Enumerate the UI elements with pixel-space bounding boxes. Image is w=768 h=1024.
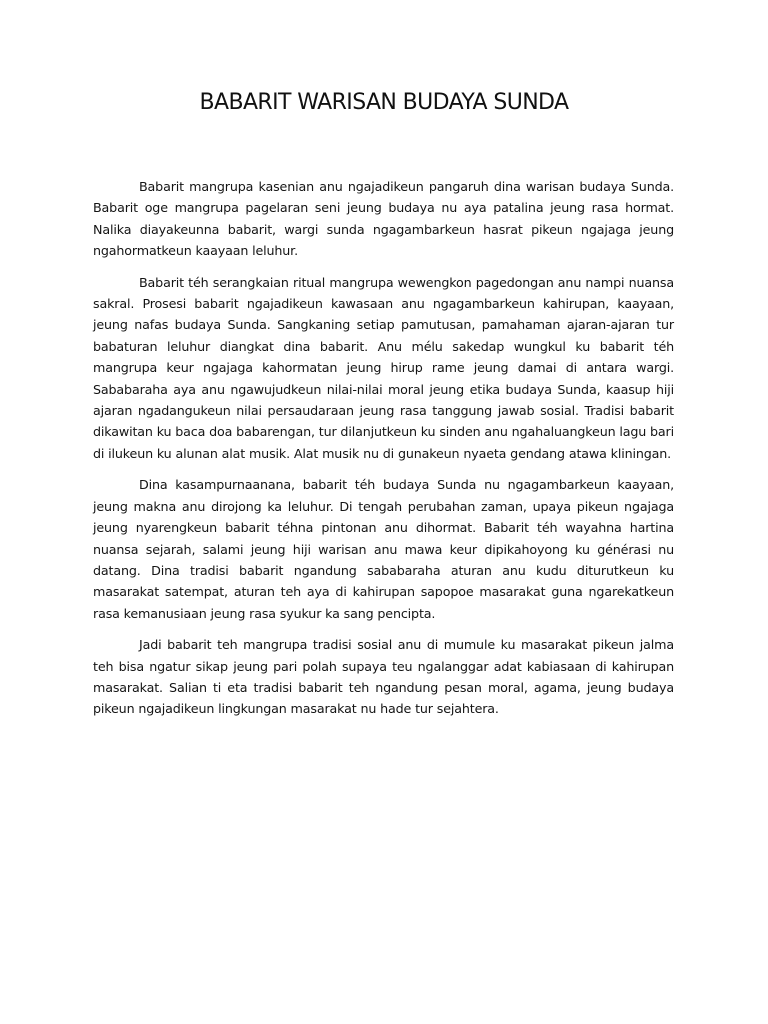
paragraph-1: Babarit mangrupa kasenian anu ngajadikeun pangaruh dina warisan budaya Sunda. Babarit oge mangrupa pagelaran seni jeung budaya nu aya patalina jeung rasa hormat. Nalika diayakeunna babarit, wargi sunda ngagambarkeun hasrat pikeun ngajaga jeung ngahormatkeun kaayaan leluhur. xyxy=(93,179,674,259)
document-title: BABARIT WARISAN BUDAYA SUNDA xyxy=(199,90,569,115)
paragraph-4: Jadi babarit teh mangrupa tradisi sosial anu di mumule ku masarakat pikeun jalma teh bisa ngatur sikap jeung pari polah supaya teu ngalanggar adat kabiasaan di kahirupan masarakat. Salian ti eta tradisi babarit teh ngandung pesan moral, agama, jeung budaya pikeun ngajadikeun lingkungan masarakat nu hade tur sejahtera. xyxy=(93,637,674,717)
document-body xyxy=(93,176,674,730)
paragraph-3: Dina kasampurnaanana, babarit téh budaya Sunda nu ngagambarkeun kaayaan, jeung makna anu dirojong ka leluhur. Di tengah perubahan zaman, upaya pikeun ngajaga jeung nyarengkeun babarit téhna pintonan anu dihormat. Babarit téh wayahna hartina nuansa sejarah, salami jeung hiji warisan anu mawa keur dipikahoyong ku générasi nu datang. Dina tradisi babarit ngandung sababaraha aturan anu kudu diturutkeun ku masarakat satempat, aturan teh aya di kahirupan sapopoe masarakat guna ngarekatkeun rasa kemanusiaan jeung rasa syukur ka sang pencipta. xyxy=(93,477,674,621)
paragraph-2: Babarit téh serangkaian ritual mangrupa wewengkon pagedongan anu nampi nuansa sakral. Prosesi babarit ngajadikeun kawasaan anu ngagambarkeun kahirupan, kaayaan, jeung nafas budaya Sunda. Sangkaning setiap pamutusan, pamahaman ajaran-ajaran tur babaturan leluhur diangkat dina babarit. Anu mélu sakedap wungkul ku babarit téh mangrupa keur ngajaga kahormatan jeung hirup rame jeung damai di antara wargi. Sababaraha aya anu ngawujudkeun nilai-nilai moral jeung etika budaya Sunda, kaasup hiji ajaran ngadangukeun nilai persaudaraan jeung rasa tanggung jawab sosial. Tradisi babarit dikawitan ku baca doa babarengan, tur dilanjutkeun ku sinden anu ngahaluangkeun lagu bari di ilukeun ku alunan alat musik. Alat musik nu di gunakeun nyaeta gendang atawa kliningan. xyxy=(93,274,675,461)
